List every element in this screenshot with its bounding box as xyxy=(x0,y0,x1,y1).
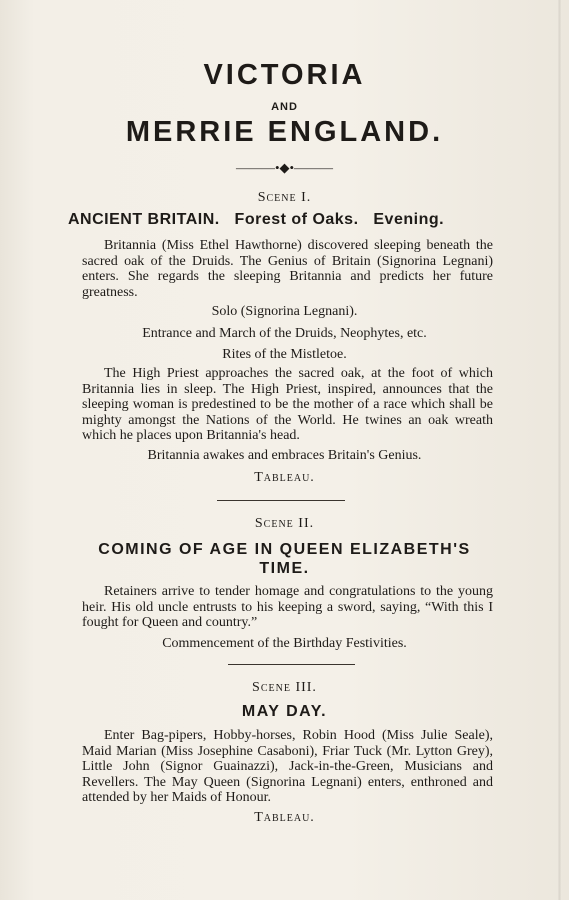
scene-1-heading xyxy=(68,211,508,229)
scene-3-heading: MAY DAY. xyxy=(241,703,328,720)
scene-1-tableau: Tableau. xyxy=(254,470,315,485)
scene-2-label: Scene II. xyxy=(254,516,315,531)
scene-1-label: Scene I. xyxy=(257,190,312,205)
scene-2-commencement: Commencement of the Birthday Festivities. xyxy=(162,636,407,651)
ornament-divider: ———•◆•——— xyxy=(235,160,334,175)
scene-1-setting: Forest of Oaks. xyxy=(234,211,359,228)
scene-1-solo: Solo (Signorina Legnani). xyxy=(211,304,358,319)
scene-3-label: Scene III. xyxy=(252,680,317,695)
section-rule-2 xyxy=(228,664,355,665)
section-rule-1 xyxy=(217,500,345,501)
scene-2-heading-line-2: TIME. xyxy=(259,560,310,577)
scene-1-paragraph-2: The High Priest approaches the sacred oak, at the foot of which Britannia lies in sleep. The High Priest, inspired, announces that the sleeping woman is predestined to be the mother of a race which shall be mighty amongst the Nations of the World. He twines an oak wreath which he places upon Britannia's head. xyxy=(82,366,493,443)
scene-2-heading-line-1: COMING OF AGE IN QUEEN ELIZABETH'S xyxy=(98,541,471,558)
scene-2-paragraph: Retainers arrive to tender homage and congratulations to the young heir. His old uncle entrusts to his keeping a sword, saying, “With this I fought for Queen and country.” xyxy=(82,584,493,630)
scene-3-paragraph: Enter Bag-pipers, Hobby-horses, Robin Hood (Miss Julie Seale), Maid Marian (Miss Josephine Casaboni), Friar Tuck (Mr. Lytton Grey), Little John (Signor Guainazzi), Jack-in-the-Green, Musicians and Revellers. The May Queen (Signorina Legnani) enters, enthroned and attended by her Maids of Honour. xyxy=(82,728,493,805)
programme-title-victoria: VICTORIA xyxy=(203,59,366,91)
programme-title-merrie-england: MERRIE ENGLAND. xyxy=(125,116,444,148)
scene-3-tableau: Tableau. xyxy=(254,810,315,825)
scene-1-entrance: Entrance and March of the Druids, Neophytes, etc. xyxy=(142,326,427,341)
scene-1-place: ANCIENT BRITAIN. xyxy=(68,211,220,228)
programme-title-and: AND xyxy=(271,101,298,113)
scene-1-rites: Rites of the Mistletoe. xyxy=(222,347,347,362)
scene-1-time: Evening. xyxy=(373,211,445,228)
scene-1-awakes: Britannia awakes and embraces Britain's Genius. xyxy=(147,448,422,463)
scene-1-paragraph-1: Britannia (Miss Ethel Hawthorne) discovered sleeping beneath the sacred oak of the Druids. The Genius of Britain (Signorina Legnani) enters. She regards the sleeping Britannia and predicts her future greatness. xyxy=(82,238,493,300)
